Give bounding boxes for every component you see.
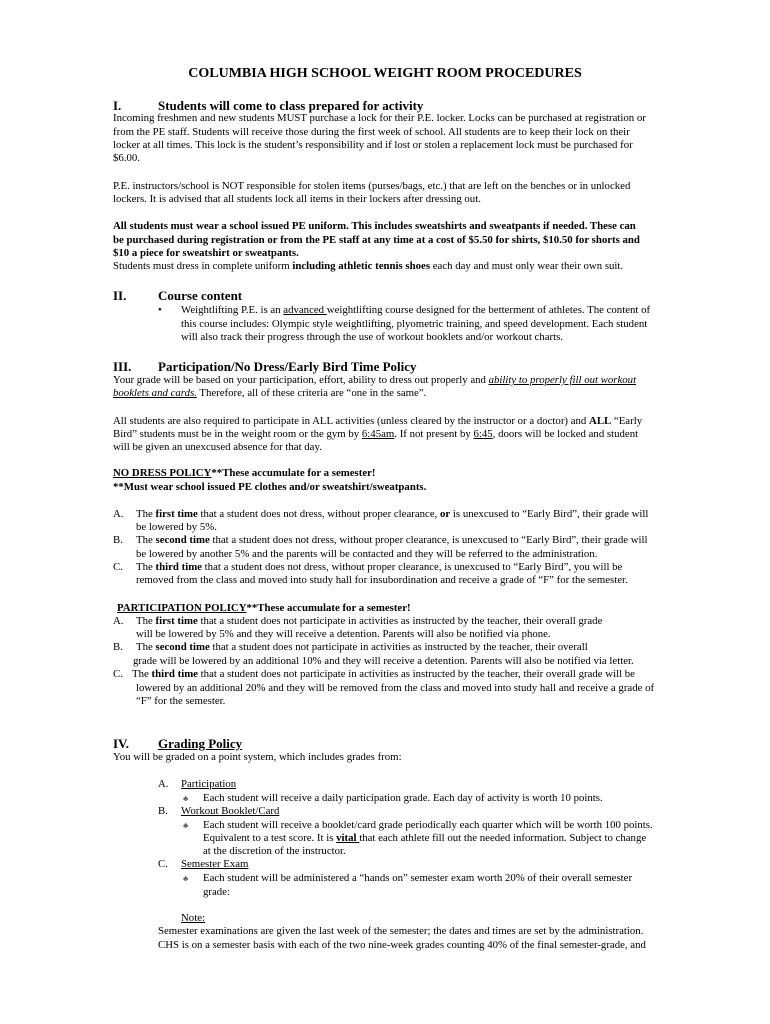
grading-c-line2: grade: (203, 886, 230, 898)
text-run: Equivalent to a test score. It is (203, 832, 337, 844)
note-label: Note: (181, 912, 205, 924)
grading-b-line3: at the discretion of the instructor. (203, 845, 346, 857)
s2-line2: this course includes: Olympic style weightlifting, plyometric training, and speed development. Each student (181, 318, 648, 330)
text-run: that a student does not dress, without proper clearance, is unexcused to “Early Bird”, you will be (201, 561, 623, 573)
grading-item-participation: Participation (181, 778, 237, 790)
participation-policy-heading (117, 602, 411, 616)
text-run: “Early (611, 415, 643, 427)
text-run: Students must dress in complete uniform (113, 260, 293, 272)
text-run: that a student does not dress, without proper clearance, is unexcused to “Early Bird”, their grade will (209, 534, 648, 546)
participation-item-c-line1 (132, 668, 635, 682)
text-run: Therefore, all of these criteria are “one in the same”. (196, 387, 427, 399)
list-marker: B. (113, 534, 123, 546)
text-run-underlined: 6:45am (361, 428, 395, 440)
text-run-underlined: 6:45 (473, 428, 493, 440)
no-dress-item-a-line1 (136, 508, 648, 522)
text-run-bold: vital (336, 832, 360, 844)
participation-item-b-line2: grade will be lowered by an additional 10% and they will receive a detention. Parents will also be notified via letter. (133, 655, 634, 667)
list-marker: B. (113, 641, 123, 653)
participation-item-a-line2: will be lowered by 5% and they will receive a detention. Parents will also be notified via phone. (136, 628, 551, 640)
s2-line1 (181, 304, 650, 318)
arrow-bullet-icon: ♣ (183, 794, 189, 803)
text-run-underlined: NO DRESS POLICY (113, 467, 212, 479)
section-number: II. (113, 288, 127, 303)
section-title: Course content (158, 288, 243, 303)
s3-p1-line2 (113, 387, 426, 401)
list-marker: A. (113, 508, 124, 520)
text-run: The (136, 534, 156, 546)
participation-item-b-line1 (136, 641, 588, 655)
text-run: The (136, 561, 156, 573)
text-run-bold: or (440, 508, 451, 520)
section-title: Students will come to class prepared for activity (158, 98, 424, 113)
participation-item-c-line3: “F” for the semester. (136, 695, 226, 707)
text-run-underlined: ability to properly fill out workout (488, 374, 637, 386)
section-number: I. (113, 98, 122, 113)
text-run: **These accumulate for a semester! (211, 467, 376, 479)
note-line1: Semester examinations are given the last week of the semester; the dates and times are set by the administration. (158, 925, 644, 937)
document-title: COLUMBIA HIGH SCHOOL WEIGHT ROOM PROCEDURES (188, 66, 582, 81)
no-dress-item-c-line1 (136, 561, 622, 575)
text-run-bold: second time (155, 641, 210, 653)
grading-c-line1: Each student will be administered a “hands on” semester exam worth 20% of their overall semester (203, 872, 633, 884)
text-run: The (132, 668, 152, 680)
text-run-bold: first time (155, 508, 198, 520)
grading-b-line1: Each student will receive a booklet/card grade periodically each quarter which will be worth 100 points. (203, 819, 653, 831)
text-run: that a student does not participate in activities as instructed by the teacher, their overall (209, 641, 588, 653)
text-run: that a student does not participate in activities as instructed by the teacher, their overall grade will be (197, 668, 635, 680)
text-run: that each athlete fill out the needed information. Subject to change (359, 832, 647, 844)
no-dress-policy-heading (113, 467, 376, 481)
no-dress-policy-note: **Must wear school issued PE clothes and/or sweatshirt/sweatpants. (113, 481, 427, 493)
list-marker: A. (113, 615, 124, 627)
s1-p1-line3: locker at all times. This lock is the student’s responsibility and if lost or stolen a replacement lock must be purchased for (113, 139, 633, 151)
text-run: that a student does not participate in activities as instructed by the teacher, their overall grade (197, 615, 603, 627)
section-title: Grading Policy (158, 736, 243, 751)
s1-p2-line1: P.E. instructors/school is NOT responsible for stolen items (purses/bags, etc.) that are left on the benches or in unlocked (113, 180, 631, 192)
list-marker: C. (158, 858, 168, 870)
bullet-icon: • (158, 304, 162, 316)
text-run: The (136, 508, 156, 520)
s2-line3: will also track their progress through the use of workout booklets and/or workout charts. (181, 331, 564, 343)
text-run-underlined: PARTICIPATION POLICY (117, 602, 247, 614)
s3-p2-line1 (113, 415, 642, 429)
text-run-bold: third time (155, 561, 202, 573)
grading-item-semester-exam: Semester Exam (181, 858, 249, 870)
text-run-bold: ALL (589, 415, 612, 427)
text-run: that a student does not dress, without proper clearance, (197, 508, 441, 520)
s1-p1-line4: $6.00. (113, 152, 140, 164)
s3-p2-line3: will be given an unexcused absence for that day. (113, 441, 322, 453)
list-marker: C. (113, 561, 123, 573)
s1-p2-line2: lockers. It is advised that all students lock all items in their lockers after dressing out. (113, 193, 481, 205)
grading-a-text: Each student will receive a daily participation grade. Each day of activity is worth 10 points. (203, 792, 603, 804)
s1-p4 (113, 260, 623, 274)
s1-p1-line1: Incoming freshmen and new students MUST purchase a lock for their P.E. locker. Locks can be purchased at registration or (113, 112, 646, 124)
text-run: each day and must only wear their own suit. (430, 260, 624, 272)
arrow-bullet-icon: ♣ (183, 821, 189, 830)
list-marker: C. (113, 668, 123, 680)
section-number: III. (113, 359, 132, 374)
text-run: Your grade will be based on your participation, effort, ability to dress out properly and (113, 374, 489, 386)
text-run-bold: first time (155, 615, 198, 627)
text-run: All students are also required to participate in ALL activities (unless cleared by the instructor or a doctor) and (113, 415, 590, 427)
s3-p2-line2 (113, 428, 638, 442)
text-run: weightlifting course designed for the betterment of athletes. The content of (326, 304, 651, 316)
s3-p1-line1 (113, 374, 636, 388)
text-run: The (136, 615, 156, 627)
s4-intro: You will be graded on a point system, which includes grades from: (113, 751, 402, 763)
list-marker: B. (158, 805, 168, 817)
no-dress-item-a-line2: be lowered by 5%. (136, 521, 217, 533)
grading-b-line2 (203, 832, 646, 846)
participation-item-a-line1 (136, 615, 602, 629)
text-run-bold: second time (155, 534, 210, 546)
text-run-bold: third time (151, 668, 198, 680)
text-run: Bird” students must be in the weight room or the gym by (113, 428, 362, 440)
text-run: Weightlifting P.E. is an (181, 304, 284, 316)
section-title: Participation/No Dress/Early Bird Time Policy (158, 359, 417, 374)
s1-p3-line2: be purchased during registration or from the PE staff at any time at a cost of $5.50 for shirts, $10.50 for shorts and (113, 234, 640, 246)
list-marker: A. (158, 778, 169, 790)
grading-item-workout-booklet: Workout Booklet/Card (181, 805, 280, 817)
note-line2: CHS is on a semester basis with each of the two nine-week grades counting 40% of the final semester-grade, and (158, 939, 646, 951)
text-run: The (136, 641, 156, 653)
participation-item-c-line2: lowered by an additional 20% and they will be removed from the class and moved into study hall and receive a grade of (136, 682, 655, 694)
no-dress-item-c-line2: removed from the class and moved into study hall for insubordination and receive a grade of “F” for the semester. (136, 574, 628, 586)
s1-p1-line2: from the PE staff. Students will receive those during the first week of school. All students are to keep their lock on their (113, 126, 630, 138)
no-dress-item-b-line2: be lowered by another 5% and the parents will be contacted and they will be referred to the administration. (136, 548, 598, 560)
text-run-underlined: booklets and cards. (113, 387, 197, 399)
no-dress-item-b-line1 (136, 534, 648, 548)
text-run-bold: including athletic tennis shoes (292, 260, 431, 272)
arrow-bullet-icon: ♣ (183, 874, 189, 883)
text-run-underlined: advanced (283, 304, 327, 316)
text-run: , doors will be locked and student (492, 428, 639, 440)
s1-p3-line1: All students must wear a school issued PE uniform. This includes sweatshirts and sweatpants if needed. These can (113, 220, 636, 232)
text-run: **These accumulate for a semester! (246, 602, 411, 614)
section-number: IV. (113, 736, 130, 751)
s1-p3-line3: $10 a piece for sweatshirt or sweatpants. (113, 247, 299, 259)
text-run: . If not present by (394, 428, 474, 440)
text-run: is unexcused to “Early Bird”, their grade will (450, 508, 649, 520)
